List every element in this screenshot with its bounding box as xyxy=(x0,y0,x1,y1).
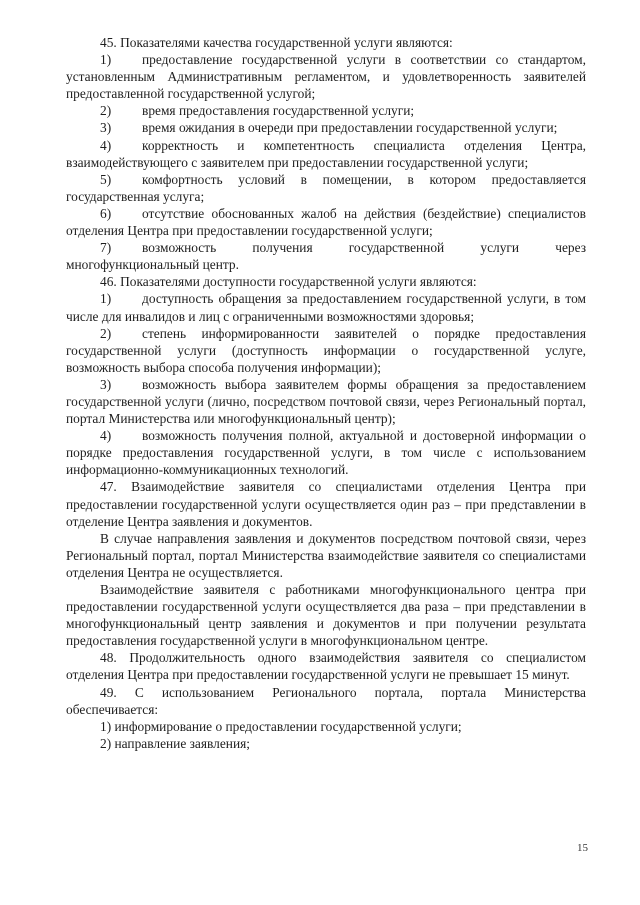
section-45-item-1: 1) предоставление государственной услуги в соответствии со стандартом, установленным Административным регламентом, и удовлетворенность заявителей предоставленной государственной услугой; xyxy=(66,52,586,102)
section-46-heading: 46. Показателями доступности государственной услуги являются: xyxy=(100,274,477,290)
section-45-item-5: 5) комфортность условий в помещении, в котором предоставляется государственная услуга; xyxy=(66,171,586,204)
section-46-item-1: 1) доступность обращения за предоставлением государственной услуги, в том числе для инвалидов и лиц с ограниченными возможностями здоровья; xyxy=(66,291,586,324)
section-46-item-4: 4) возможность получения полной, актуальной и достоверной информации о порядке предоставления государственной услуги, в том числе с использованием информационно-коммуникационных технологий. xyxy=(66,428,586,478)
section-45-item-3: 3) время ожидания в очереди при предоставлении государственной услуги; xyxy=(100,120,558,136)
section-45-item-7: 7) возможность получения государственной услуги через многофункциональный центр. xyxy=(66,240,586,273)
section-45-item-6: 6) отсутствие обоснованных жалоб на действия (бездействие) специалистов отделения Центра при предоставлении государственной услуги; xyxy=(66,205,586,239)
section-49-item-2: 2) направление заявления; xyxy=(100,735,251,751)
section-47-mfc-paragraph: Взаимодействие заявителя с работниками многофункционального центра при предоставлении государственной услуги осуществляется два раза – при представлении в многофункциональный центр заявления и документов и при получении результата предоставления государственной услуги в многофункциональном центре. xyxy=(66,582,586,649)
section-48-paragraph: 48. Продолжительность одного взаимодействия заявителя со специалистом отделения Центра при предоставлении государственной услуги не превышает 15 минут. xyxy=(66,650,586,683)
section-45-item-4: 4) корректность и компетентность специалиста отделения Центра, взаимодействующего с заявителем при предоставлении государственной услуги; xyxy=(66,137,586,170)
section-46-item-2: 2) степень информированности заявителей о порядке предоставления государственной услуги (доступность информации о государственной услуге, возможность выбора способа получения информации); xyxy=(66,325,586,375)
section-49-paragraph: 49. С использованием Регионального портала, портала Министерства обеспечивается: xyxy=(66,684,586,717)
document-page xyxy=(66,34,586,752)
section-45-heading: 45. Показателями качества государственной услуги являются: xyxy=(100,35,453,50)
section-49-item-1: 1) информирование о предоставлении государственной услуги; xyxy=(100,718,462,734)
page-number: 15 xyxy=(577,842,588,854)
section-45-item-2: 2) время предоставления государственной услуги; xyxy=(100,103,415,119)
section-47-paragraph: 47. Взаимодействие заявителя со специалистами отделения Центра при предоставлении государственной услуги осуществляется один раз – при представлении в отделение Центра заявления и документов. xyxy=(66,479,586,529)
section-46-item-3: 3) возможность выбора заявителем формы обращения за предоставлением государственной услуги (лично, посредством почтовой связи, через Региональный портал, портал Министерства или многофункциональный центр); xyxy=(66,376,586,427)
section-47-postal-paragraph: В случае направления заявления и документов посредством почтовой связи, через Региональный портал, портал Министерства взаимодействие заявителя со специалистами отделения Центра не осуществляется. xyxy=(66,530,586,580)
